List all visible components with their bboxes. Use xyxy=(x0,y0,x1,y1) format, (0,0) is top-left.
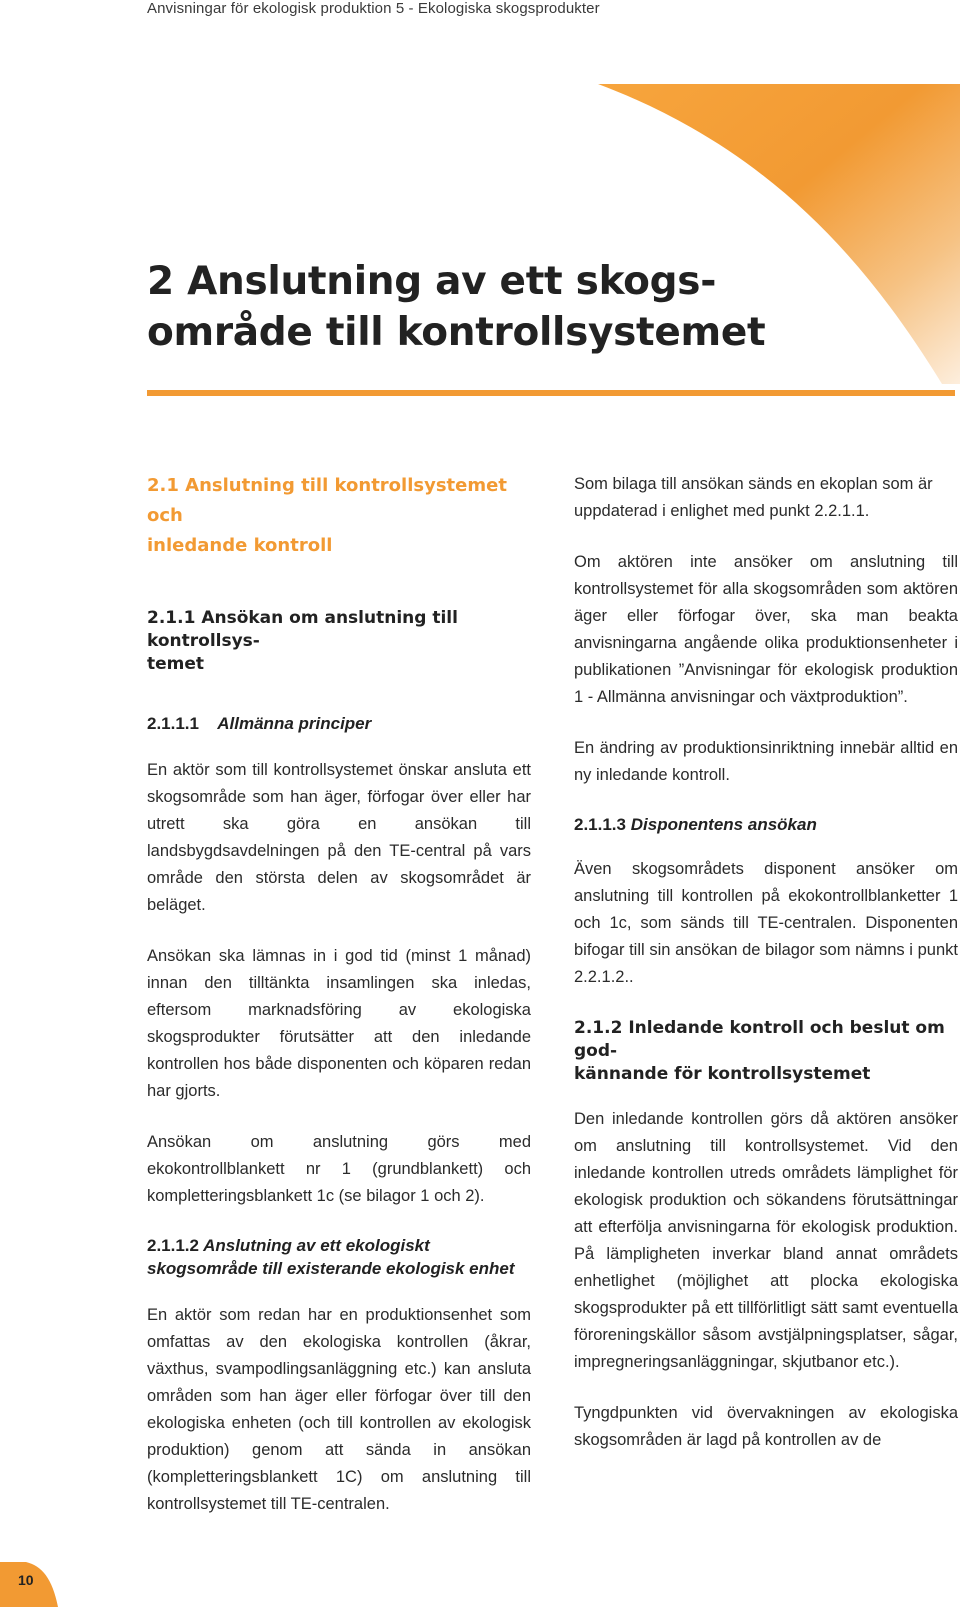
subheading-2-1-1-line2: temet xyxy=(147,654,205,674)
paragraph: Den inledande kontrollen görs då aktören ansöker om anslutning till kontrollsystemet. Vid den inledande kontrollen utreds områdets lämplighet för ekologisk produktion och sökandens förutsättningar att efterfölja anvisningarna för ekologisk produktion. På lämpligheten inverkar bland annat områdets enhetlighet (möjlighet att plocka ekologiska skogsprodukter på ett tillförlitligt sätt samt eventuella föroreningskällor såsom avstjälpningsplatser, sågar, impregneringsanläggningar, skjutbanor etc.). xyxy=(574,1110,958,1371)
chapter-title-line2: område till kontrollsystemet xyxy=(147,310,766,355)
paragraph: Om aktören inte ansöker om anslutning till kontrollsystemet för alla skogsområden som aktören äger eller förfogar över, ska man beakta anvisningarna angående olika produktionsenheter i publikationen ”Anvisningar för ekologisk produktion 1 - Allmänna anvisningar och växtproduktion”. xyxy=(574,553,958,706)
paragraph: Ansökan om anslutning görs med ekokontrollblankett nr 1 (grundblankett) och kompletteringsblankett 1c (se bilagor 1 och 2). xyxy=(147,1133,531,1205)
title-underline-rule xyxy=(147,390,955,396)
subheading-2-1-2 xyxy=(574,1017,958,1086)
right-column xyxy=(574,471,958,1454)
subheading-2-1-1-line1: 2.1.1 Ansökan om anslutning till kontrollsys- xyxy=(147,608,458,651)
section-heading-2-1 xyxy=(147,471,531,561)
chapter-title-line1: 2 Anslutning av ett skogs- xyxy=(147,259,717,304)
paragraph: Ansökan ska lämnas in i god tid (minst 1 månad) innan den tilltänkta insamlingen ska inledas, eftersom marknadsföring av ekologiska skogsprodukter förutsätter att den inledande kontrollen hos både disponenten och köparen redan har gjorts. xyxy=(147,947,531,1100)
paragraph: En aktör som till kontrollsystemet önskar ansluta ett skogsområde som han äger, förfogar över eller har utrett ska göra en ansökan till landsbygdsavdelningen på den TE-central på vars område den största delen av skogsområdet är beläget. xyxy=(147,761,531,914)
subheading-2-1-1 xyxy=(147,607,531,676)
subsubheading-number: 2.1.1.1 xyxy=(147,714,199,733)
subsubheading-title: Allmänna principer xyxy=(217,714,372,733)
paragraph: Tyngdpunkten vid övervakningen av ekologiska skogsområden är lagd på kontrollen av de xyxy=(574,1404,958,1449)
subsubheading-number: 2.1.1.2 xyxy=(147,1236,199,1255)
subsubheading-2-1-1-1 xyxy=(147,712,531,735)
running-header: Anvisningar för ekologisk produktion 5 - Ekologiska skogsprodukter xyxy=(147,0,600,17)
subheading-2-1-2-line2: kännande för kontrollsystemet xyxy=(574,1064,871,1084)
chapter-title xyxy=(147,256,765,358)
page-number: 10 xyxy=(18,1572,34,1588)
subsubheading-2-1-1-2 xyxy=(147,1234,531,1280)
section-heading-line1: 2.1 Anslutning till kontrollsystemet och xyxy=(147,475,507,526)
paragraph: Som bilaga till ansökan sänds en ekoplan som är uppdaterad i enlighet med punkt 2.2.1.1. xyxy=(574,475,933,520)
subsubheading-title: Disponentens ansökan xyxy=(630,815,817,834)
paragraph: En aktör som redan har en produktionsenhet som omfattas av den ekologiska kontrollen (åkrar, växthus, svampodlingsanläggning etc.) kan ansluta områden som han äger eller förfogar över till den ekologiska enheten (och till kontrollen av ekologisk produktion) genom att sända in ansökan (kompletteringsblankett 1C) om anslutning till kontrollsystemet till TE-centralen. xyxy=(147,1306,531,1513)
paragraph: En ändring av produktionsinriktning innebär alltid en ny inledande kontroll. xyxy=(574,739,958,784)
left-column xyxy=(147,471,531,1518)
subsubheading-2-1-1-3 xyxy=(574,813,958,836)
subsubheading-number: 2.1.1.3 xyxy=(574,815,626,834)
paragraph: Även skogsområdets disponent ansöker om anslutning till kontrollen på ekokontrollblanketter 1 och 1c, som sänds till TE-centralen. Disponenten bifogar till sin ansökan de bilagor som nämns i punkt 2.2.1.2.. xyxy=(574,860,958,986)
subheading-2-1-2-line1: 2.1.2 Inledande kontroll och beslut om god- xyxy=(574,1018,945,1061)
subsubheading-title: Anslutning av ett ekologiskt skogsområde till existerande ekologisk enhet xyxy=(147,1236,515,1278)
section-heading-line2: inledande kontroll xyxy=(147,535,333,556)
